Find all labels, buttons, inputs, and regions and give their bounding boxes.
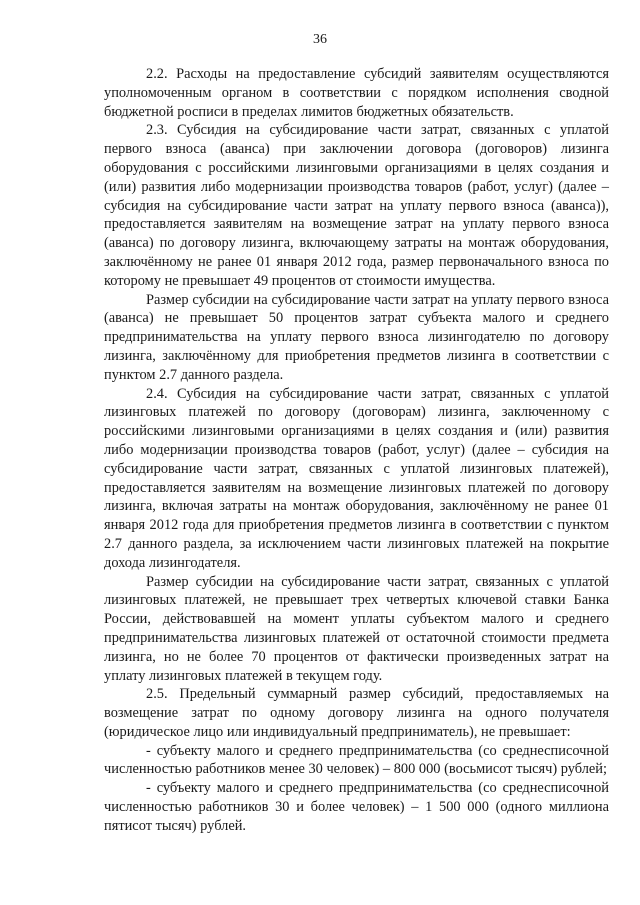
paragraph-2-4: 2.4. Субсидия на субсидирование части затрат, связанных с уплатой лизинговых платежей по договору (договорам) лизинга, заключенному с российскими лизинговыми организациями в целях создания и (или) развития либо модернизации производства товаров (работ, услуг) (далее – субсидия на субсидирование части затрат, связанных с уплатой лизинговых платежей), предоставляется заявителям на возмещение лизинговых платежей по договору лизинга, включая затраты на монтаж оборудования, заключённому не ранее 01 января 2012 года для приобретения предметов лизинга в соответствии с пунктом 2.7 данного раздела, за исключением части лизинговых платежей на покрытие дохода лизингодателя. — [104, 385, 609, 571]
page-number: 36 — [313, 32, 327, 47]
paragraph-2-2: 2.2. Расходы на предоставление субсидий заявителям осуществляются уполномоченным органом в соответствии с порядком исполнения сводной бюджетной росписи в пределах лимитов бюджетных обязательств. — [104, 66, 609, 120]
paragraph-2-3-amount: Размер субсидии на субсидирование части затрат на уплату первого взноса (аванса) не превышает 50 процентов затрат субъекта малого и среднего предпринимательства на уплату первого взноса лизингодателю по договору лизинга, заключённому для приобретения предметов лизинга в соответствии с пунктом 2.7 данного раздела. — [104, 291, 609, 383]
list-item-small-business: - субъекту малого и среднего предпринимательства (со среднесписочной численностью работников менее 30 человек) – 800 000 (восьмисот тысяч) рублей; — [104, 742, 609, 778]
document-body — [104, 65, 609, 836]
paragraph-2-3: 2.3. Субсидия на субсидирование части затрат, связанных с уплатой первого взноса (аванса) при заключении договора (договоров) лизинга оборудования с российскими лизинговыми организациями в целях создания и (или) развития либо модернизации производства товаров (работ, услуг) (далее – субсидия на субсидирование части затрат на уплату первого взноса (аванса)), предоставляется заявителям на возмещение затрат на уплату первого взноса (аванса) по договору лизинга, включающему затраты на монтаж оборудования, заключённому не ранее 01 января 2012 года, размер первоначального взноса по которому не превышает 49 процентов от стоимости имущества. — [104, 122, 609, 289]
paragraph-2-5: 2.5. Предельный суммарный размер субсидий, предоставляемых на возмещение затрат по одному договору лизинга на одного получателя (юридическое лицо или индивидуальный предприниматель), не превышает: — [104, 686, 609, 740]
paragraph-2-4-amount: Размер субсидии на субсидирование части затрат, связанных с уплатой лизинговых платежей, не превышает трех четвертых ключевой ставки Банка России, действовавшей на момент уплаты субъектом малого и среднего предпринимательства лизинговых платежей от остаточной стоимости предмета лизинга, но не более 70 процентов от фактически произведенных затрат на уплату лизинговых платежей в текущем году. — [104, 573, 609, 684]
list-item-medium-business: - субъекту малого и среднего предпринимательства (со среднесписочной численностью работников 30 и более человек) – 1 500 000 (одного миллиона пятисот тысяч) рублей. — [104, 780, 609, 834]
